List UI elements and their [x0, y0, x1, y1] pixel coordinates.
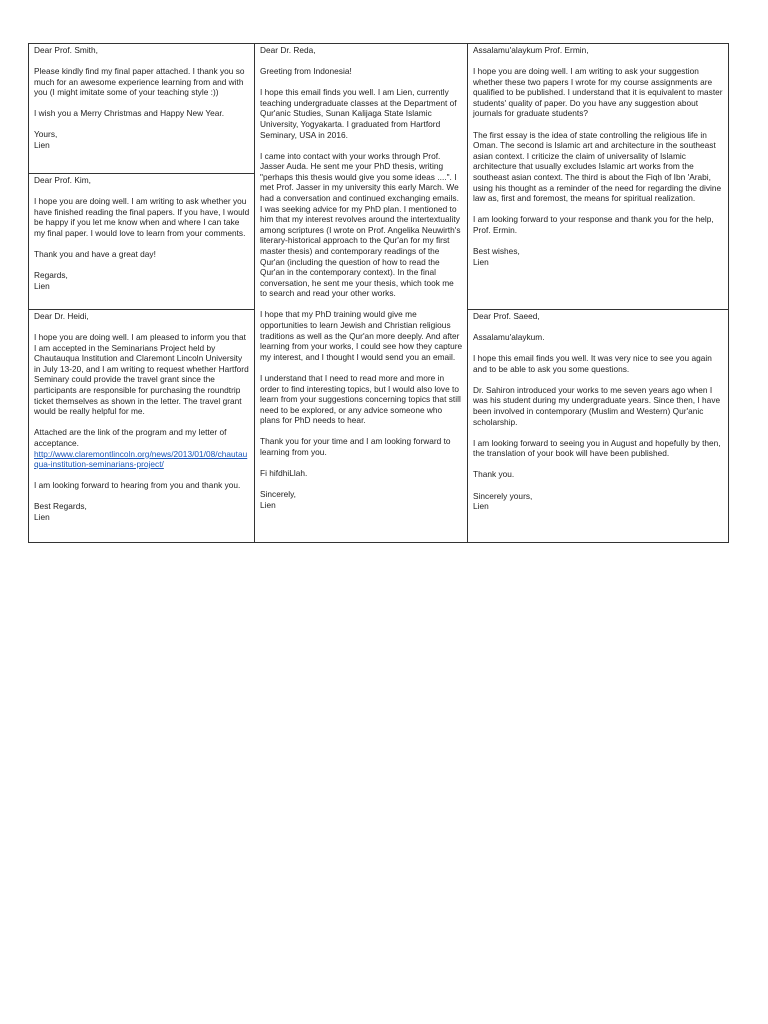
- salutation: Dear Dr. Heidi,: [34, 311, 89, 321]
- paragraph: I hope you are doing well. I am writing to ask your suggestion whether these two papers I wrote for my course assignments are qualified to be published. I understand that it is equivalent to master students' quality of paper. Do you have any suggestion about journals for graduate students?: [473, 66, 723, 119]
- signature: Lien: [34, 140, 50, 151]
- letters-table: [28, 43, 729, 543]
- paragraph: I am looking forward to hearing from you and thank you.: [34, 480, 241, 491]
- closing: Best wishes,: [473, 245, 520, 256]
- signature: Lien: [260, 499, 276, 510]
- salutation: Dear Dr. Reda,: [260, 45, 316, 55]
- column-right: [468, 44, 729, 542]
- paragraph: I hope this email finds you well. I am Lien, currently teaching undergraduate classes at the Department of Qur'anic Studies, Sunan Kalijaga State Islamic University, Yogyakarta. I graduated from Hartford Seminary, USA in 2016.: [260, 87, 457, 140]
- paragraph: Thank you.: [473, 469, 515, 480]
- paragraph: I hope you are doing well. I am pleased to inform you that I am accepted in the Seminarians Project held by Chautauqua Institution and Claremont Lincoln University in July 13-20, and I am writing to request whether Hartford Seminary could provide the travel grant since the participants are responsible for purchasing the roundtrip ticket themselves as shown in the letter. The travel grant would be really helpful for me.: [34, 332, 249, 417]
- paragraph: Dr. Sahiron introduced your works to me seven years ago when I was his student during my undergraduate years. Since then, I have been involved in contemporary (Muslim and Western) Qur'anic scholarship.: [473, 384, 721, 427]
- closing: Yours,: [34, 129, 58, 140]
- closing: Sincerely,: [260, 489, 297, 500]
- closing: Sincerely yours,: [473, 490, 533, 501]
- paragraph: I am looking forward to your response and thank you for the help, Prof. Ermin.: [473, 214, 714, 235]
- paragraph: I hope that my PhD training would give me opportunities to learn Jewish and Christian religious traditions as well as the Qur'an more deeply. And after learning from your works, I could see how they capture my interest, and I thought I would send you an email.: [260, 309, 463, 362]
- paragraph: I am looking forward to seeing you in August and hopefully by then, the translation of your book will have been published.: [473, 437, 721, 459]
- paragraph: I hope you are doing well. I am writing to ask whether you have finished reading the final papers. If you have, I would be happy if you let me know when and where I can take my final paper. I would love to learn from your comments.: [34, 196, 250, 238]
- paragraph: I understand that I need to read more and more in order to find interesting topics, but I would also love to learn from your suggestions concerning topics that still need to be explored, or any advice someone who plans for PhD needs to hear.: [260, 372, 461, 426]
- paragraph: Fi hifdhiLlah.: [260, 468, 308, 479]
- paragraph: Greeting from Indonesia!: [260, 66, 352, 77]
- signature: Lien: [473, 256, 489, 267]
- signature: Lien: [34, 280, 50, 291]
- program-link[interactable]: http://www.claremontlincoln.org/news/2013/01/08/chautauqua-institution-seminarians-project/: [34, 448, 248, 470]
- salutation: Dear Prof. Kim,: [34, 175, 92, 185]
- column-left: [29, 44, 255, 542]
- paragraph: The first essay is the idea of state controlling the religious life in Oman. The second is Islamic art and architecture in the southeast asian context. I criticize the claim of universality of Islamic architecture that usually excludes Islamic art works from the southeast asian context. The third is about the Fiqh of Ibn 'Arabi, using his thought as a reminder of the need for regarding the divine law as, first and foremost, the means for spiritual realization.: [473, 129, 722, 204]
- program-link-wrap: [34, 449, 250, 470]
- signature: Lien: [473, 501, 489, 512]
- paragraph: Please kindly find my final paper attached. I thank you so much for an awesome experience learning from and with you (I might imitate some of your teaching style :)): [34, 66, 245, 98]
- salutation: Assalamu'alaykum Prof. Ermin,: [473, 45, 589, 55]
- paragraph: I came into contact with your works through Prof. Jasser Auda. He sent me your PhD thesis, writing "perhaps this thesis would give you some ideas ....". I met Prof. Jasser in my university this early March. We had a conversation and continued exchanging emails. I was seeking advice for my PhD plan. I mentioned to him that my interest revolves around the intertextuality among scriptures (I wrote on Prof. Angelika Neuwirth's literary-historical approach to the Qur'an for my first master thesis) and contemporary readings of the Qur'an (including the question of how to read the Qur'an in the contemporary context). In the final conversation, he sent me your thesis, which took me to search and read your other works.: [260, 150, 461, 299]
- letter-reda: [255, 44, 467, 543]
- letter-kim: [29, 173, 254, 309]
- closing: Best Regards,: [34, 501, 87, 512]
- paragraph: I wish you a Merry Christmas and Happy New Year.: [34, 108, 225, 119]
- paragraph: Thank you for your time and I am looking forward to learning from you.: [260, 436, 451, 457]
- attachment-text: Attached are the link of the program and my letter of acceptance.: [34, 427, 227, 448]
- signature: Lien: [34, 511, 50, 522]
- paragraph: Assalamu'alaykum.: [473, 332, 545, 343]
- letter-smith: [29, 44, 254, 173]
- salutation: Dear Prof. Saeed,: [473, 311, 540, 321]
- letter-ermin: [468, 44, 729, 309]
- salutation: Dear Prof. Smith,: [34, 45, 98, 55]
- column-middle: [255, 44, 468, 542]
- paragraph: Thank you and have a great day!: [34, 248, 156, 259]
- letter-heidi: [29, 309, 254, 543]
- closing: Regards,: [34, 270, 68, 281]
- letter-saeed: [468, 309, 729, 543]
- paragraph: I hope this email finds you well. It was very nice to see you again and to be able to ask you some questions.: [473, 353, 712, 374]
